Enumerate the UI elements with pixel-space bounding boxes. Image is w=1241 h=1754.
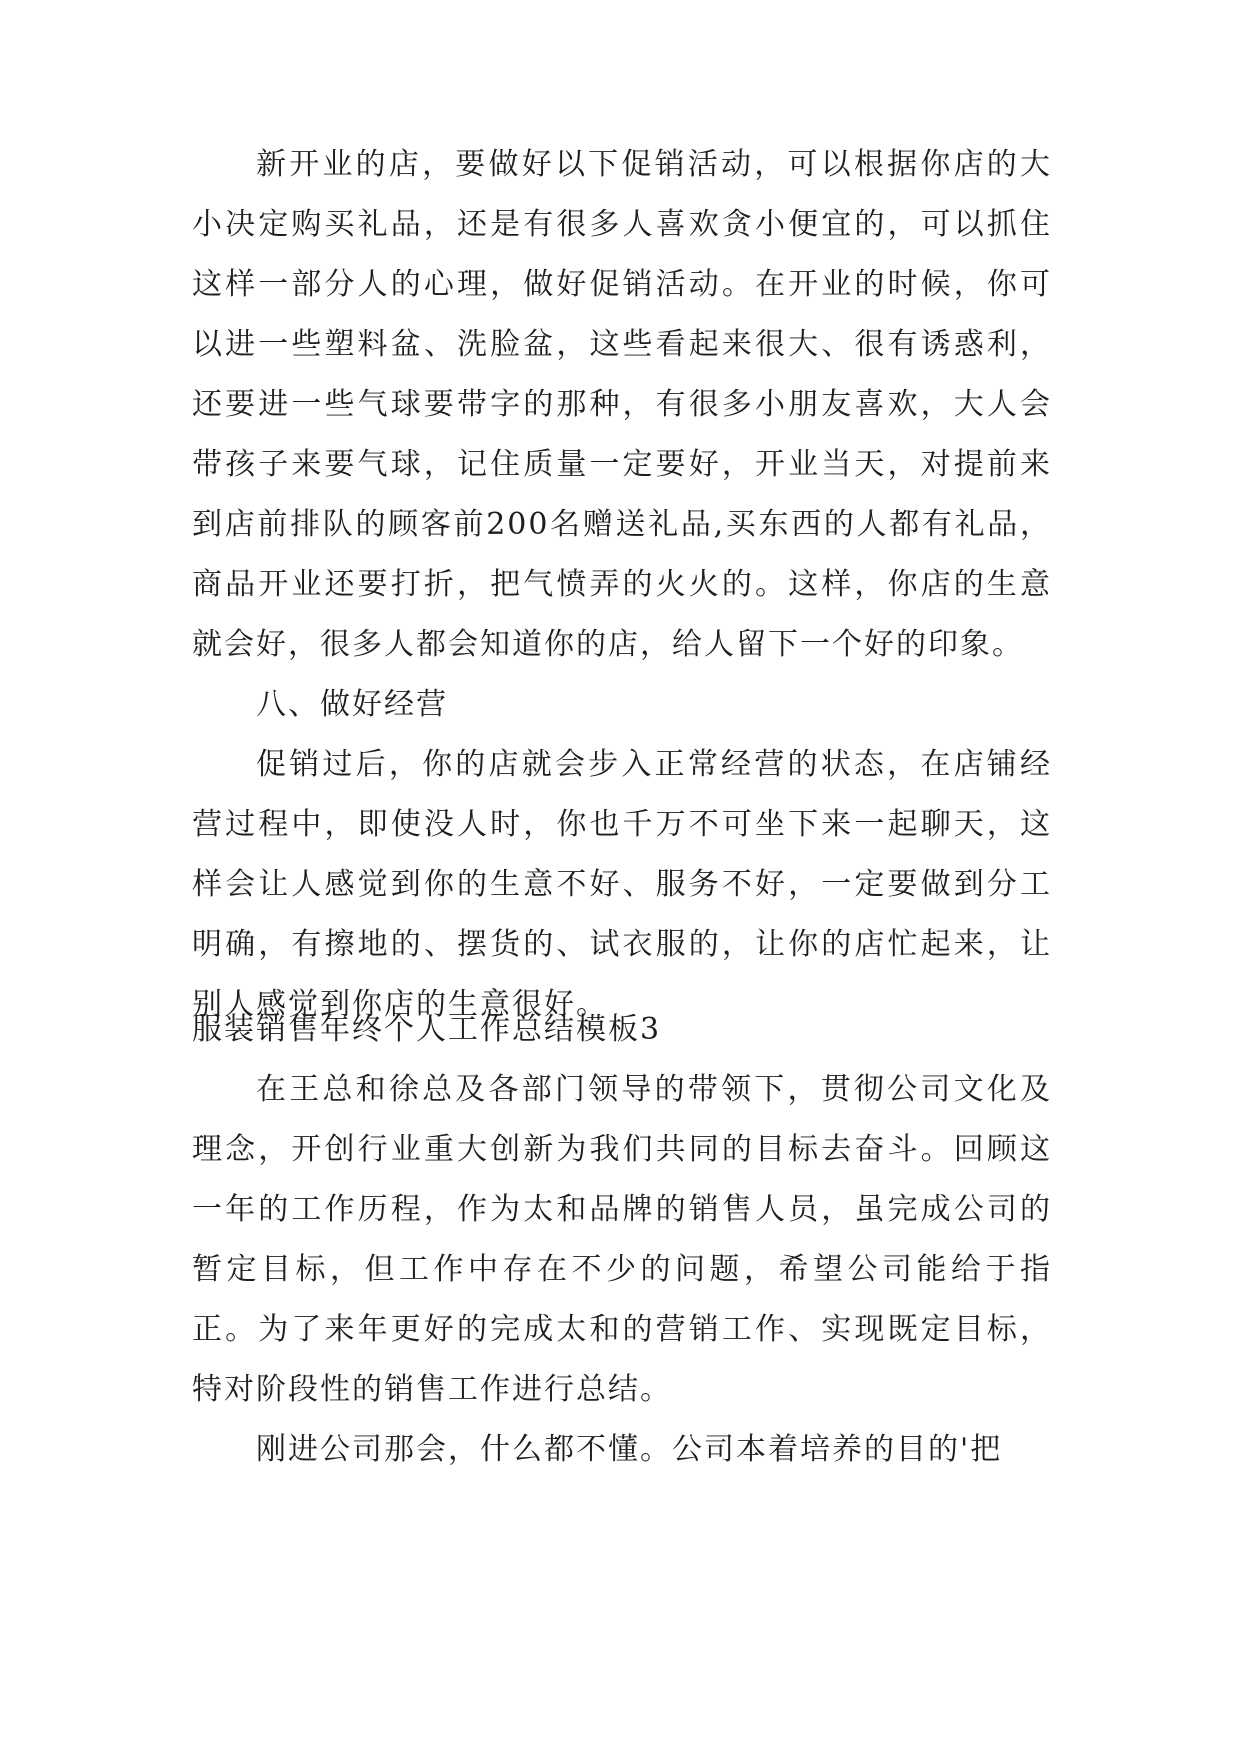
paragraph-joining-company: 刚进公司那会，什么都不懂。公司本着培养的目的'把	[256, 1432, 1003, 1467]
paragraph-promotion: 新开业的店，要做好以下促销活动，可以根据你店的大小决定购买礼品，还是有很多人喜欢贪小便宜的，可以抓住这样一部分人的心理，做好促销活动。在开业的时候，你可以进一些塑料盆、洗脸盆，这些看起来很大、很有诱惑利，还要进一些气球要带字的那种，有很多小朋友喜欢，大人会带孩子来要气球，记住质量一定要好，开业当天，对提前来到店前排队的顾客前200名赠送礼品,买东西的人都有礼品，商品开业还要打折，把气愤弄的火火的。这样，你店的生意就会好，很多人都会知道你的店，给人留下一个好的印象。	[192, 147, 1052, 662]
section-1-body	[192, 135, 1052, 1035]
heading-do-business-well: 八、做好经营	[256, 687, 448, 722]
paragraph-summary-intro: 在王总和徐总及各部门领导的带领下，贯彻公司文化及理念，开创行业重大创新为我们共同的目标去奋斗。回顾这一年的工作历程，作为太和品牌的销售人员，虽完成公司的暂定目标，但工作中存在不少的问题，希望公司能给于指正。为了来年更好的完成太和的营销工作、实现既定目标，特对阶段性的销售工作进行总结。	[192, 1072, 1052, 1407]
paragraph-operation: 促销过后，你的店就会步入正常经营的状态，在店铺经营过程中，即使没人时，你也千万不可坐下来一起聊天，这样会让人感觉到你的生意不好、服务不好，一定要做到分工明确，有擦地的、摆货的、试衣服的，让你的店忙起来，让别人感觉到你店的生意很好。	[192, 747, 1052, 1022]
section-2-body	[192, 1060, 1052, 1480]
document-title: 服装销售年终个人工作总结模板3	[192, 1012, 662, 1047]
